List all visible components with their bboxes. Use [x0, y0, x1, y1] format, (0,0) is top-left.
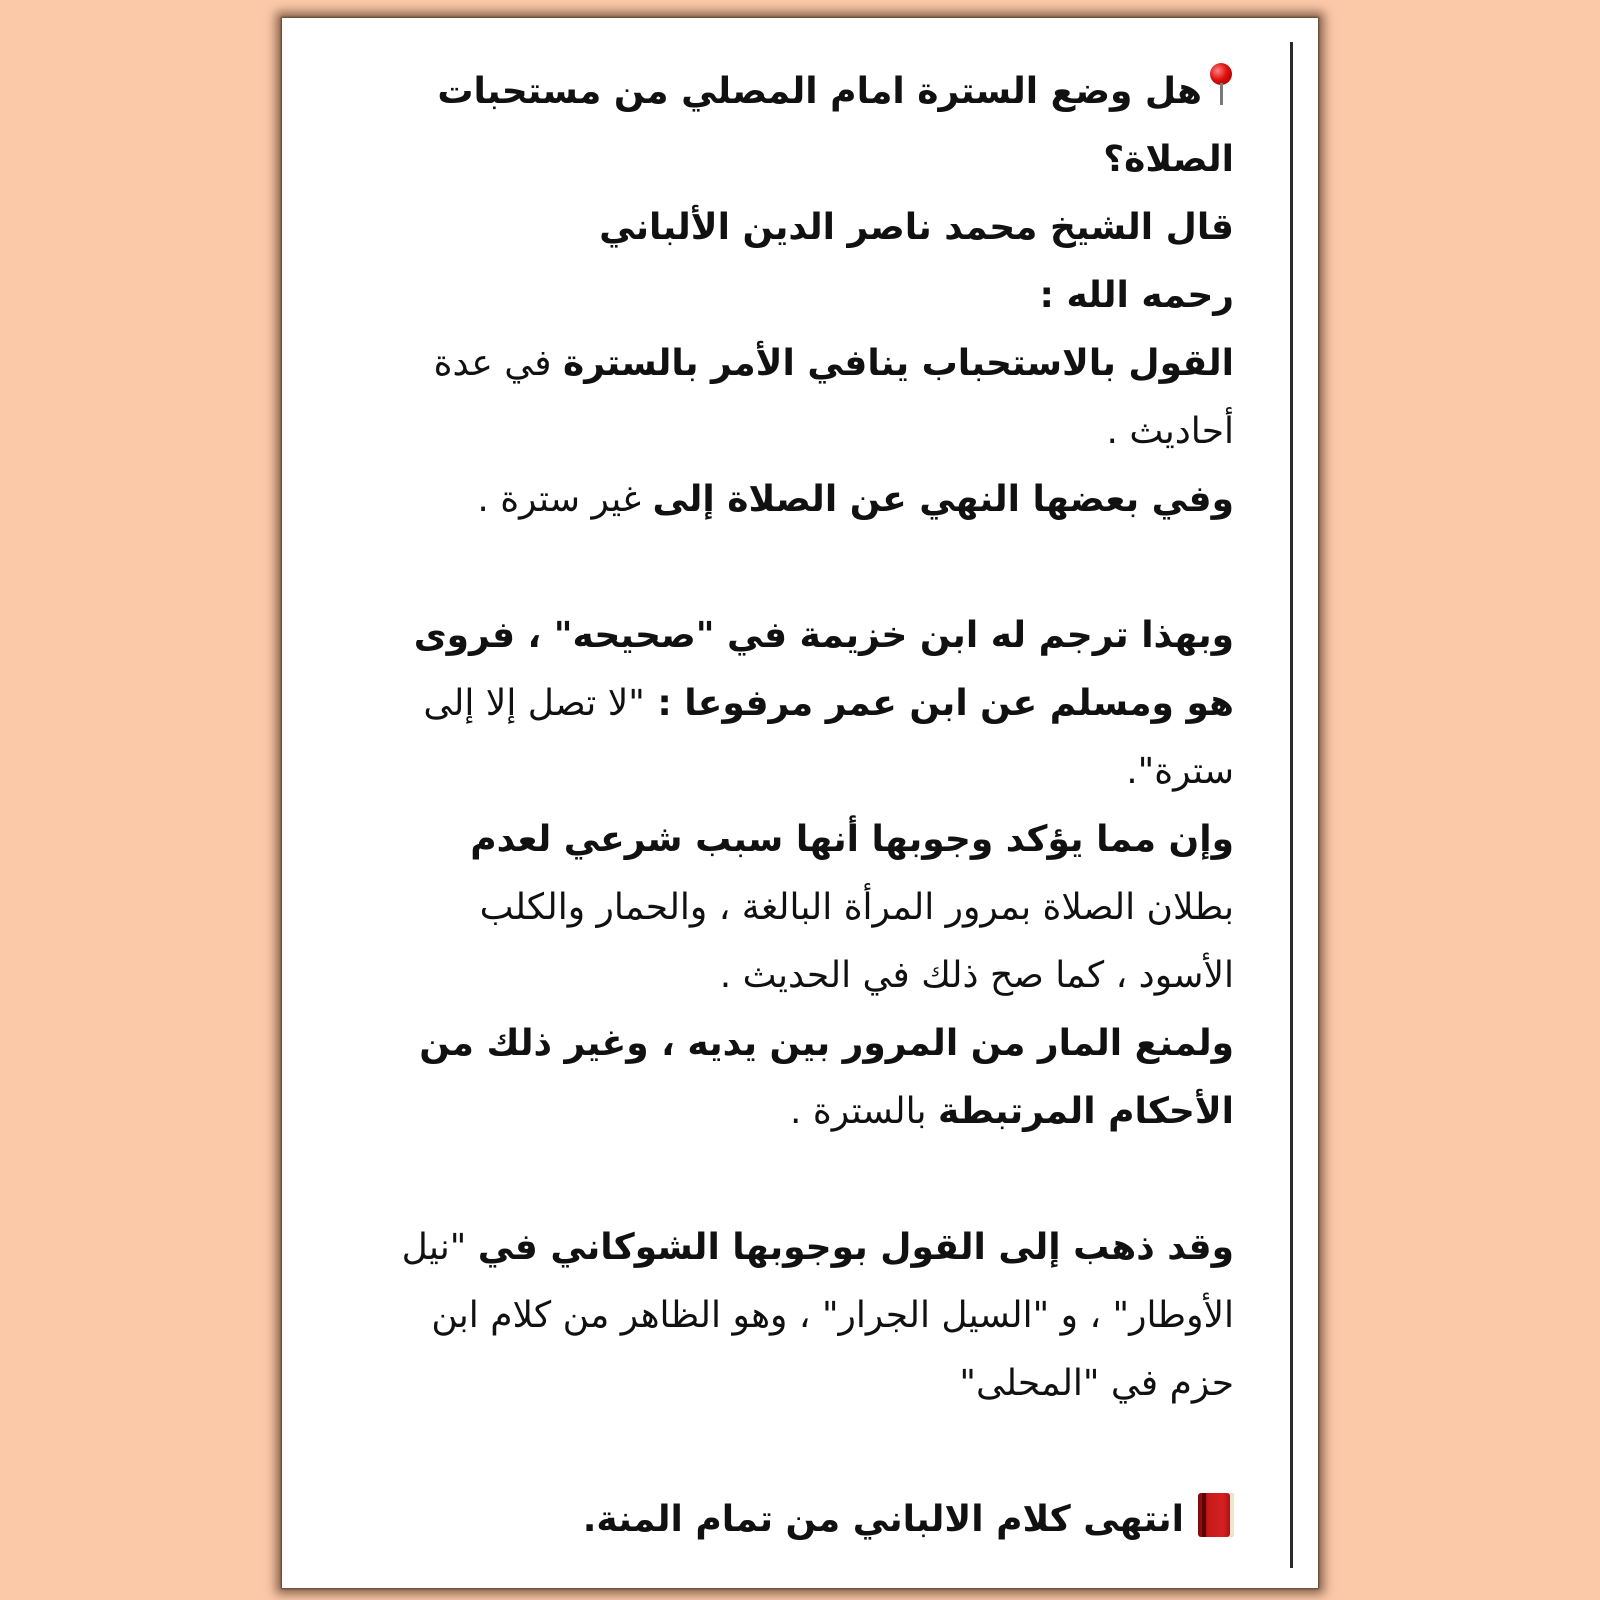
paragraph-2-regular: غير سترة . — [477, 479, 653, 520]
paragraph-2 — [384, 466, 1234, 534]
document-body — [384, 58, 1234, 1554]
paragraph-5-regular: بالسترة . — [790, 1091, 939, 1132]
vertical-divider — [1290, 42, 1293, 1568]
closing-line — [384, 1486, 1234, 1554]
question-title-text: هل وضع السترة امام المصلي من مستحبات الصلاة؟ — [437, 71, 1234, 180]
closing-line-text: انتهى كلام الالباني من تمام المنة. — [582, 1499, 1184, 1540]
paragraph-4-bold: وإن مما يؤكد وجوبها أنها سبب شرعي لعدم — [470, 819, 1234, 860]
paragraph-1 — [384, 330, 1234, 466]
pushpin-icon — [1208, 63, 1234, 107]
paragraph-1-regular: في عدة أحاديث . — [433, 343, 1234, 452]
spacer — [384, 1146, 1234, 1214]
question-title — [384, 58, 1234, 194]
paragraph-6-bold: وقد ذهب إلى القول بوجوبها الشوكاني في — [477, 1227, 1234, 1268]
paragraph-5 — [384, 1010, 1234, 1146]
paragraph-4-regular: بطلان الصلاة بمرور المرأة البالغة ، والحمار والكلب الأسود ، كما صح ذلك في الحديث . — [479, 887, 1234, 996]
spacer — [384, 534, 1234, 602]
red-book-icon — [1198, 1493, 1234, 1537]
paragraph-2-bold: وفي بعضها النهي عن الصلاة إلى — [652, 479, 1234, 520]
spacer — [384, 1418, 1234, 1486]
invocation: رحمه الله : — [1039, 275, 1234, 316]
paragraph-5-bold: ولمنع المار من المرور بين يديه ، وغير ذلك من الأحكام المرتبطة — [419, 1023, 1234, 1132]
paragraph-3-bold: وبهذا ترجم له ابن خزيمة في "صحيحه" ، فروى هو ومسلم عن ابن عمر مرفوعا : — [413, 615, 1234, 724]
paragraph-3 — [384, 602, 1234, 806]
paragraph-4 — [384, 806, 1234, 1010]
paragraph-6-regular: "نيل الأوطار" ، و "السيل الجرار" ، وهو الظاهر من كلام ابن حزم في "المحلى" — [401, 1227, 1234, 1404]
paragraph-3-regular: "لا تصل إلا إلى سترة". — [423, 683, 1234, 792]
paragraph-6 — [384, 1214, 1234, 1418]
sheikh-attribution: قال الشيخ محمد ناصر الدين الألباني — [599, 207, 1234, 248]
paragraph-1-bold: القول بالاستحباب ينافي الأمر بالسترة — [562, 343, 1234, 384]
